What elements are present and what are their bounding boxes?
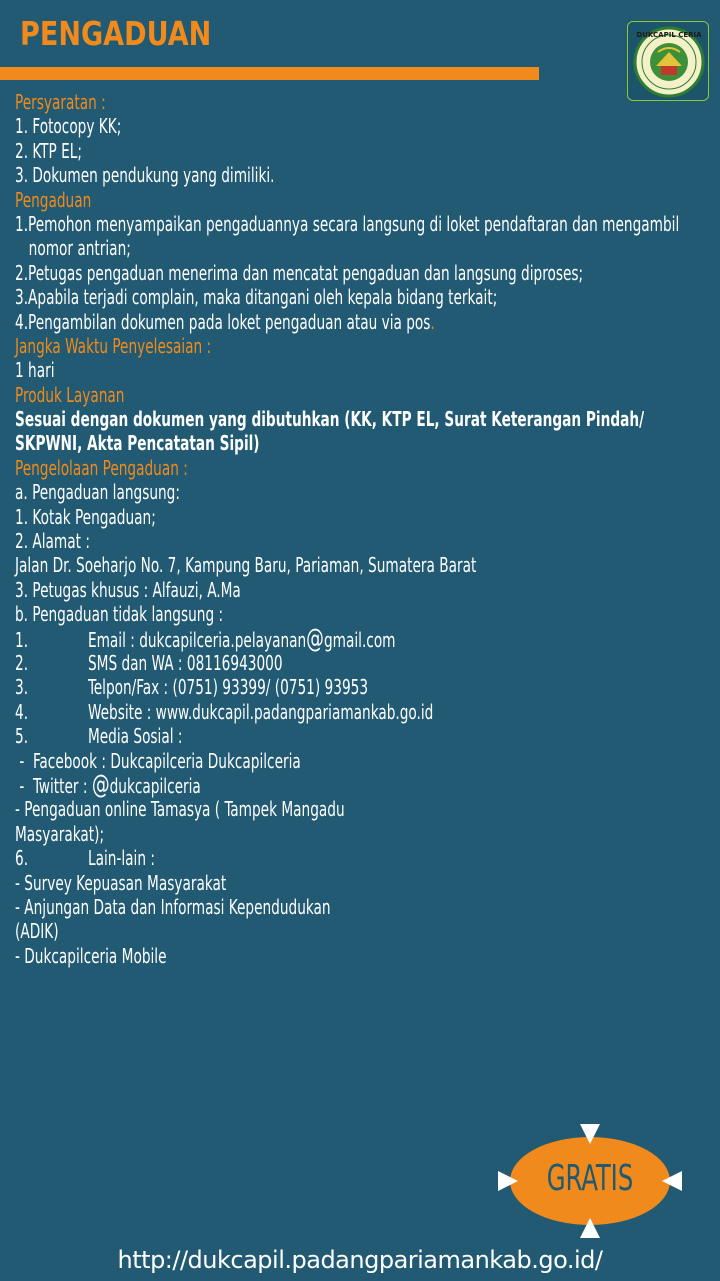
dukcapil-logo bbox=[627, 21, 709, 101]
content-body bbox=[15, 90, 680, 968]
alamat-value: Jalan Dr. Soeharjo No. 7, Kampung Baru, Pariaman, Sumatera Barat bbox=[15, 553, 477, 578]
langsung-heading: a. Pengaduan langsung: bbox=[15, 480, 180, 505]
alamat-label: 2. Alamat : bbox=[15, 529, 90, 554]
telpon-num: 3. bbox=[15, 675, 29, 700]
lain-num: 6. bbox=[15, 846, 29, 871]
pengaduan-item-4 bbox=[15, 310, 593, 334]
facebook-row: - Facebook : Dukcapilceria Dukcapilceria bbox=[15, 748, 301, 773]
pengaduan-item-3: 3.Apabila terjadi complain, maka ditangani oleh kepala bidang terkait; bbox=[15, 285, 498, 310]
email-prefix: Email : dukcapilceria.pelayanan bbox=[87, 627, 307, 652]
produk-line-1: Sesuai dengan dokumen yang dibutuhkan (KK, KTP EL, Surat Keterangan Pindah/ bbox=[15, 407, 645, 432]
persyaratan-item: 1. Fotocopy KK; bbox=[15, 114, 122, 139]
gratis-label: GRATIS bbox=[546, 1158, 634, 1199]
email-at: @ bbox=[306, 623, 324, 654]
gratis-badge bbox=[498, 1124, 682, 1238]
twitter-row bbox=[15, 769, 593, 800]
pengaduan-heading: Pengaduan bbox=[15, 187, 92, 212]
pengaduan-item-4-dot: . bbox=[430, 309, 435, 334]
sms-row bbox=[15, 651, 593, 675]
twitter-at: @ bbox=[91, 769, 110, 800]
lain-text: Lain-lain : bbox=[87, 846, 155, 871]
twitter-prefix: - Twitter : bbox=[15, 773, 92, 798]
survey-item: - Survey Kepuasan Masyarakat bbox=[15, 870, 227, 895]
persyaratan-item: 2. KTP EL; bbox=[15, 138, 82, 163]
logo-emblem-icon bbox=[628, 22, 710, 102]
produk-line-2: SKPWNI, Akta Pencatatan Sipil) bbox=[15, 431, 260, 456]
website-num: 4. bbox=[15, 699, 29, 724]
twitter-handle: dukcapilceria bbox=[109, 773, 201, 798]
adik-line-1: - Anjungan Data dan Informasi Kependudukan bbox=[15, 894, 331, 919]
petugas-khusus: 3. Petugas khusus : Alfauzi, A.Ma bbox=[15, 577, 241, 602]
pengaduan-item-1: 1.Pemohon menyampaikan pengaduannya secara langsung di loket pendaftaran dan mengambil bbox=[15, 211, 680, 236]
tidak-langsung-heading: b. Pengaduan tidak langsung : bbox=[15, 602, 224, 627]
pengaduan-item-1-cont: nomor antrian; bbox=[28, 236, 131, 261]
jangka-heading: Jangka Waktu Penyelesaian : bbox=[15, 333, 212, 358]
email-row bbox=[15, 623, 593, 654]
email-num: 1. bbox=[15, 627, 29, 652]
produk-heading: Produk Layanan bbox=[15, 382, 125, 407]
page-title: PENGADUAN bbox=[20, 14, 212, 53]
telpon-row bbox=[15, 675, 593, 699]
email-suffix: gmail.com bbox=[323, 627, 396, 652]
persyaratan-item: 3. Dokumen pendukung yang dimiliki. bbox=[15, 163, 275, 188]
pengaduan-item-2: 2.Petugas pengaduan menerima dan mencatat pengaduan dan langsung diproses; bbox=[15, 260, 584, 285]
tamasya-line-1: - Pengaduan online Tamasya ( Tampek Mangadu bbox=[15, 797, 345, 822]
persyaratan-heading: Persyaratan : bbox=[15, 90, 106, 114]
website-row bbox=[15, 700, 593, 724]
lain-row bbox=[15, 846, 593, 870]
sms-num: 2. bbox=[15, 650, 29, 675]
mobile-item: - Dukcapilceria Mobile bbox=[15, 943, 167, 968]
pengelolaan-heading: Pengelolaan Pengaduan : bbox=[15, 455, 188, 480]
kotak-pengaduan: 1. Kotak Pengaduan; bbox=[15, 504, 156, 529]
website-text: Website : www.dukcapil.padangpariamankab.go.id bbox=[87, 699, 434, 724]
medsos-text: Media Sosial : bbox=[87, 724, 183, 749]
pengaduan-item-4-text: 4.Pengambilan dokumen pada loket pengaduan atau via pos bbox=[15, 309, 431, 334]
footer-url-link[interactable]: http://dukcapil.padangpariamankab.go.id/ bbox=[117, 1246, 603, 1274]
logo-text: DUKCAPIL CERIA bbox=[636, 31, 702, 39]
title-underline-bar bbox=[0, 67, 539, 80]
adik-line-2: (ADIK) bbox=[15, 919, 59, 944]
jangka-value: 1 hari bbox=[15, 358, 55, 383]
tamasya-line-2: Masyarakat); bbox=[15, 821, 105, 846]
telpon-text: Telpon/Fax : (0751) 93399/ (0751) 93953 bbox=[87, 675, 369, 700]
sms-text: SMS dan WA : 08116943000 bbox=[87, 650, 283, 675]
medsos-row bbox=[15, 724, 593, 748]
medsos-num: 5. bbox=[15, 724, 29, 749]
